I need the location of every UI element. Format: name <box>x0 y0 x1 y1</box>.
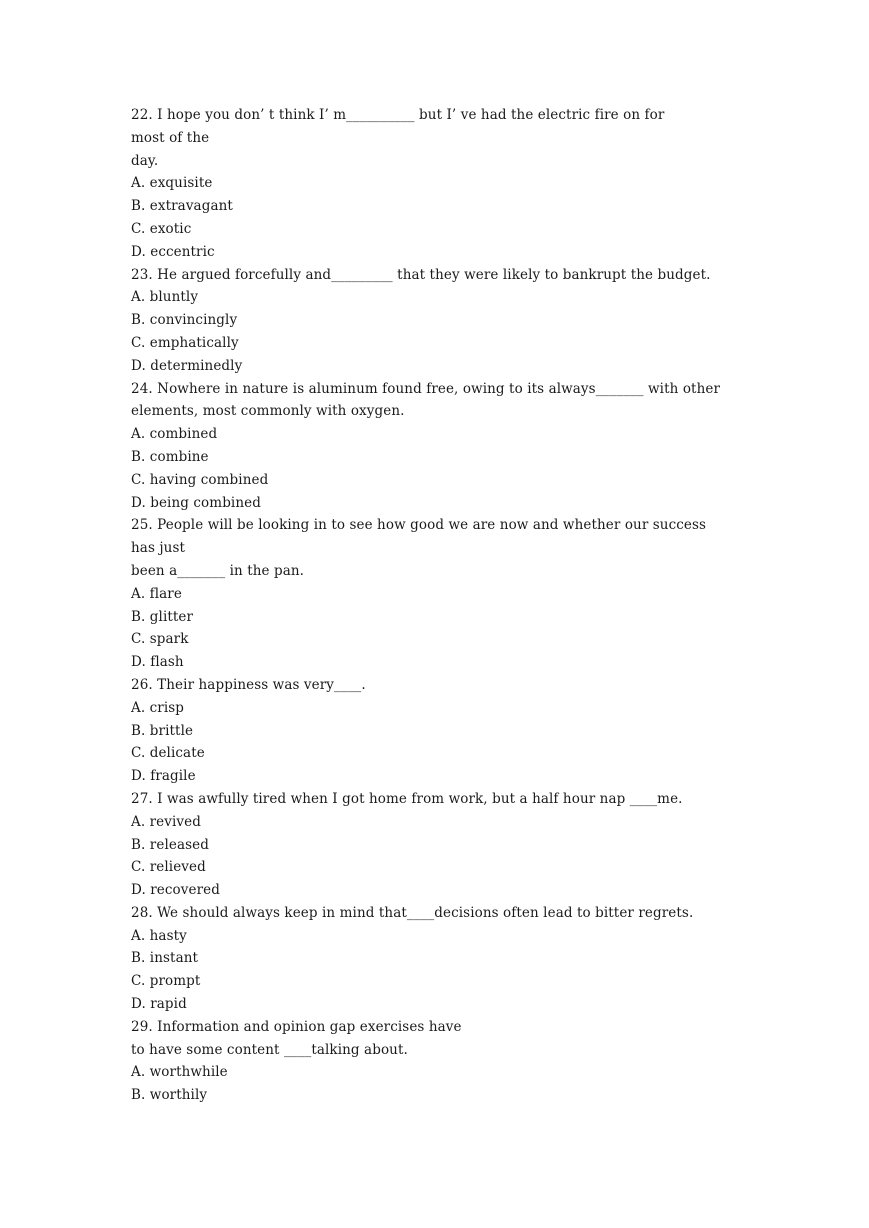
question-26-option-d: D. fragile <box>131 768 196 785</box>
question-28-option-d: D. rapid <box>131 996 187 1013</box>
question-29-option-a: A. worthwhile <box>131 1064 228 1081</box>
question-22-text-cont: day. <box>131 152 159 169</box>
question-28-option-a: A. hasty <box>131 927 187 944</box>
question-26-option-a: A. crisp <box>131 699 185 716</box>
question-29-text-cont: to have some content ____talking about. <box>131 1041 408 1058</box>
question-24-option-a: A. combined <box>131 426 218 443</box>
question-22-option-c: C. exotic <box>131 220 192 237</box>
question-28-text: 28. We should always keep in mind that____decisions often lead to bitter regrets. <box>131 904 694 921</box>
question-22-option-b: B. extravagant <box>131 198 233 215</box>
question-24-text-cont: elements, most commonly with oxygen. <box>131 403 405 420</box>
question-25-text-cont: has just <box>131 540 185 557</box>
question-28-option-b: B. instant <box>131 950 199 967</box>
question-23-option-a: A. bluntly <box>131 289 199 306</box>
question-27-option-c: C. relieved <box>131 859 206 876</box>
question-23-option-b: B. convincingly <box>131 312 238 329</box>
question-22-option-a: A. exquisite <box>131 175 213 192</box>
question-23-option-d: D. determinedly <box>131 357 243 374</box>
question-27-option-d: D. recovered <box>131 882 220 899</box>
question-23-text: 23. He argued forcefully and_________ that they were likely to bankrupt the budget. <box>131 266 711 283</box>
question-27-option-a: A. revived <box>131 813 201 830</box>
question-24-option-b: B. combine <box>131 448 209 465</box>
question-26-option-b: B. brittle <box>131 722 194 739</box>
question-27-text: 27. I was awfully tired when I got home from work, but a half hour nap ____me. <box>131 790 683 807</box>
question-25-option-a: A. flare <box>131 585 182 602</box>
question-22-option-d: D. eccentric <box>131 243 215 260</box>
question-22-text: 22. I hope you don’ t think I’ m__________ but I’ ve had the electric fire on for <box>131 107 665 123</box>
question-25-text: 25. People will be looking in to see how good we are now and whether our success <box>131 517 707 534</box>
question-25-option-b: B. glitter <box>131 608 194 625</box>
question-26-text: 26. Their happiness was very____. <box>131 676 366 693</box>
question-24-option-d: D. being combined <box>131 494 261 511</box>
question-28-option-c: C. prompt <box>131 973 201 990</box>
question-25-option-d: D. flash <box>131 654 184 671</box>
question-27-option-b: B. released <box>131 836 209 853</box>
question-22-text-cont: most of the <box>131 129 210 146</box>
question-24-text: 24. Nowhere in nature is aluminum found free, owing to its always_______ with other <box>131 380 721 397</box>
question-25-option-c: C. spark <box>131 631 189 648</box>
question-29-text: 29. Information and opinion gap exercises have <box>131 1018 462 1035</box>
question-29-option-b: B. worthily <box>131 1087 208 1104</box>
question-26-option-c: C. delicate <box>131 745 205 762</box>
question-24-option-c: C. having combined <box>131 471 269 488</box>
question-23-option-c: C. emphatically <box>131 334 239 351</box>
question-25-text-cont: been a_______ in the pan. <box>131 562 305 579</box>
document-page <box>131 104 741 1107</box>
